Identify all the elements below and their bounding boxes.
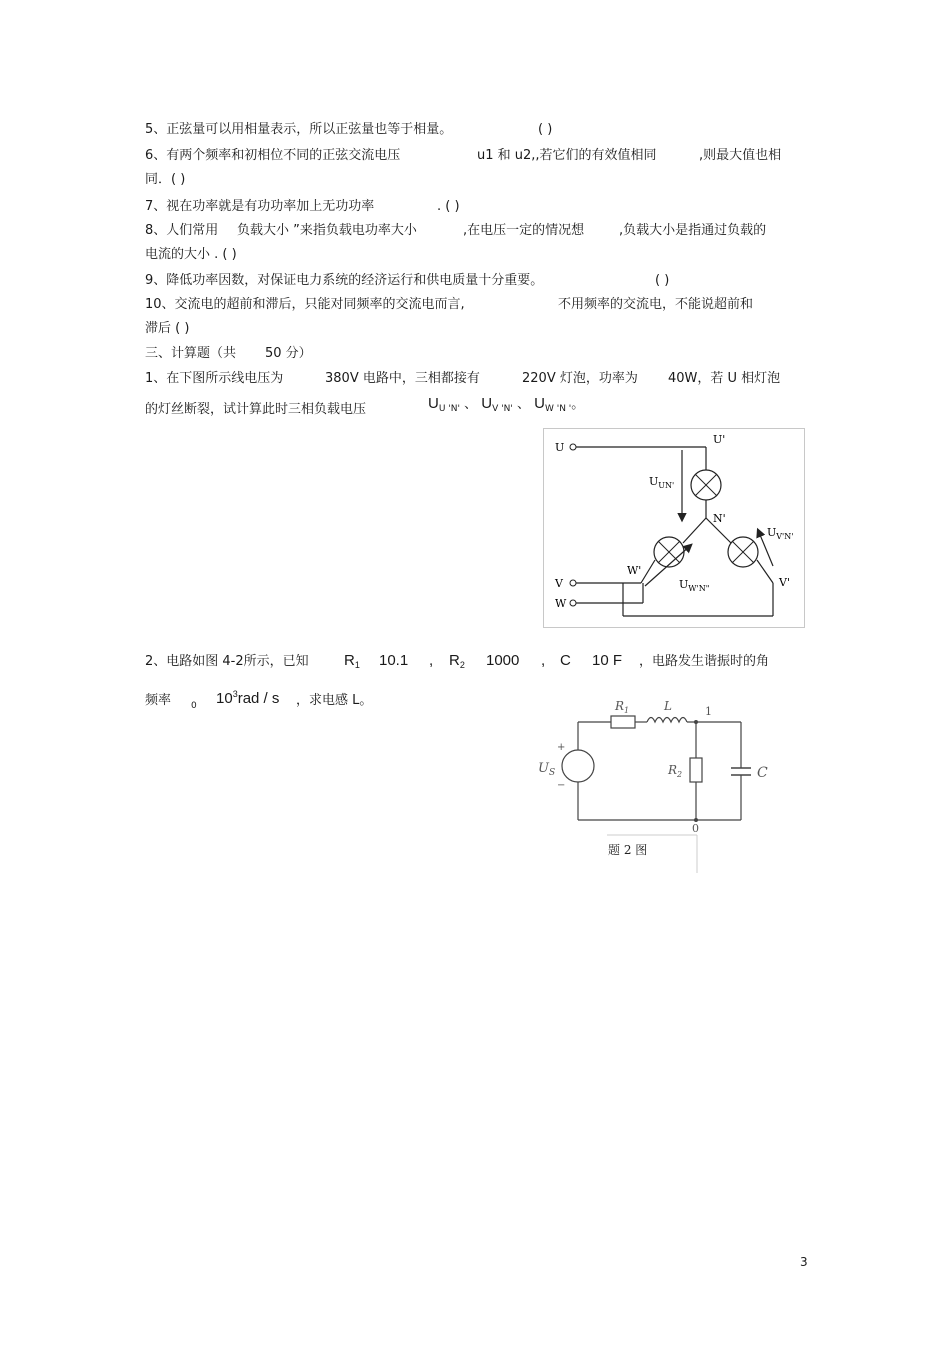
calc-2-r2-value: 1000	[486, 652, 520, 669]
question-9-text: 9、降低功率因数，对保证电力系统的经济运行和供电质量十分重要。	[145, 273, 544, 288]
label-uwn-sub: W'N"	[688, 584, 710, 593]
fig2-r2-sub: 2	[677, 770, 683, 779]
calc-2-r1-sub: 1	[354, 660, 360, 670]
label-uvn-sub: V'N'	[776, 532, 794, 541]
question-5	[145, 122, 553, 138]
section-3-label: 三、计算题（共	[145, 346, 237, 361]
voltage-sep1: 、	[464, 397, 478, 412]
calc-2-line2	[145, 689, 373, 711]
calc-2-r1-value: 10.1	[379, 652, 409, 669]
label-uun-main: U	[649, 475, 659, 488]
calc-2-line2a: 频率	[145, 693, 172, 708]
resistor-r1	[611, 716, 635, 728]
calc-2-exp: 3	[232, 689, 238, 699]
fig2-c-label: C	[757, 765, 768, 781]
calc-1-a: 1、在下图所示线电压为	[145, 371, 284, 386]
label-uun	[649, 475, 674, 490]
calc-2-r1	[344, 653, 360, 670]
calc-2-r2-sub: 2	[459, 660, 465, 670]
voltage-u1: U	[428, 395, 439, 412]
question-8-part2: 负载大小 ”来指负载电功率大小	[237, 223, 417, 238]
section-3-heading	[145, 346, 312, 362]
voltage-source	[562, 750, 594, 782]
label-uwn	[679, 578, 709, 593]
calc-2-omega-sub: 0	[191, 701, 197, 711]
page-number: 3	[800, 1255, 808, 1269]
label-v: V	[555, 577, 563, 590]
figure-frame	[544, 429, 805, 628]
question-6-part2: u1 和 u2,,若它们的有效值相同	[477, 148, 657, 163]
terminal-w	[570, 600, 576, 606]
calc-2-value	[216, 691, 279, 708]
fig2-r2-label	[667, 763, 682, 779]
fig2-r1-label	[614, 699, 629, 715]
label-v-prime: V'	[779, 576, 790, 589]
voltage-u1-sub: U 'N'	[438, 404, 460, 414]
question-7-paren: . ( )	[437, 199, 460, 214]
calc-1-line2-text: 的灯丝断裂，试计算此时三相负载电压	[145, 402, 367, 417]
question-9-paren: ( )	[655, 273, 670, 288]
label-uvn-main: U	[767, 526, 777, 539]
voltage-u3-sub: W 'N '	[544, 404, 572, 414]
question-8-part4: ,负载大小是指通过负载的	[619, 223, 767, 238]
resonance-circuit-figure	[535, 690, 800, 875]
question-10	[145, 297, 754, 313]
calc-1-b: 380V 电路中，三相都接有	[325, 371, 480, 386]
label-n-prime: N'	[713, 512, 726, 525]
fig2-plus: +	[557, 742, 566, 753]
terminal-u	[570, 444, 576, 450]
calc-2-tail: ，电路发生谐振时的角	[639, 654, 770, 669]
terminal-v	[570, 580, 576, 586]
voltage-end: 。	[571, 397, 585, 412]
calc-1-c: 220V 灯泡，功率为	[522, 371, 638, 386]
fig2-l-label: L	[664, 699, 672, 713]
question-7-text: 7、视在功率就是有功功率加上无功功率	[145, 199, 375, 214]
question-10-line2: 滞后 ( )	[145, 321, 190, 336]
question-6-line2: 同．( )	[145, 172, 186, 187]
fig2-caption: 题 2 图	[608, 843, 648, 857]
fig2-node-0: 0	[692, 822, 699, 835]
question-7	[145, 199, 460, 215]
voltage-u2-sub: V 'N'	[492, 404, 513, 414]
label-u-prime: U'	[713, 433, 726, 446]
label-uwn-main: U	[679, 578, 689, 591]
calc-2-comma1: ,	[429, 652, 434, 669]
question-6	[145, 148, 782, 164]
fig2-r1-sub: 1	[624, 706, 630, 715]
calc-2-comma2: ,	[541, 652, 546, 669]
three-phase-circuit-figure	[543, 428, 805, 628]
question-8-part3: ,在电压一定的情况想	[463, 223, 585, 238]
question-8-part1: 8、人们常用	[145, 223, 219, 238]
question-8	[145, 223, 767, 239]
label-uun-sub: UN'	[658, 481, 675, 490]
fig2-us-label	[538, 761, 555, 778]
label-uvn	[767, 526, 793, 541]
question-9	[145, 273, 670, 289]
calc-2-r1-symbol: R	[344, 652, 355, 669]
calc-2-c: C	[560, 652, 571, 669]
calc-2-c-value: 10 F	[592, 652, 623, 669]
calc-1-line2	[145, 402, 366, 418]
fig2-r1-main: R	[615, 699, 625, 713]
label-w-prime: W'	[627, 564, 642, 577]
calc-2-r2	[449, 653, 465, 670]
lamp-v	[728, 537, 758, 567]
inductor-l	[647, 718, 687, 723]
question-10-part1: 10、交流电的超前和滞后，只能对同频率的交流电而言,	[145, 297, 465, 312]
question-6-part1: 6、有两个频率和初相位不同的正弦交流电压	[145, 148, 401, 163]
calc-2-tail2: ，求电感 L。	[296, 693, 373, 708]
calc-2-unit: rad / s	[237, 690, 280, 707]
fig2-us-main: U	[538, 761, 549, 776]
calc-1-d: 40W，若 U 相灯泡	[668, 371, 781, 386]
calc-2-line1	[145, 652, 770, 670]
lamp-u	[691, 470, 721, 500]
voltage-u3: U	[534, 395, 545, 412]
fig2-r2-main: R	[668, 763, 678, 777]
voltage-sep2: 、	[516, 397, 530, 412]
calc-2-r2-symbol: R	[449, 652, 460, 669]
voltage-u2: U	[481, 395, 493, 412]
label-u: U	[555, 441, 565, 454]
fig2-us-sub: S	[548, 768, 556, 778]
question-5-text: 5、正弦量可以用相量表示，所以正弦量也等于相量。	[145, 122, 453, 137]
label-w: W	[555, 597, 567, 610]
resistor-r2	[690, 758, 702, 782]
fig2-node-1: 1	[705, 705, 712, 718]
fig2-minus: −	[557, 780, 566, 791]
question-6-part3: ,则最大值也相	[699, 148, 782, 163]
calc-2-a: 2、电路如图 4-2所示，已知	[145, 654, 309, 669]
section-3-score: 50 分）	[265, 346, 312, 361]
question-5-paren: ( )	[538, 122, 553, 137]
question-8-line2: 电流的大小 . ( )	[145, 247, 237, 262]
question-10-part2: 不用频率的交流电，不能说超前和	[558, 297, 754, 312]
lamp-w	[654, 537, 684, 567]
calc-1-voltages	[428, 396, 584, 414]
calc-2-val: 10	[216, 690, 233, 707]
calc-1-line1	[145, 371, 781, 387]
